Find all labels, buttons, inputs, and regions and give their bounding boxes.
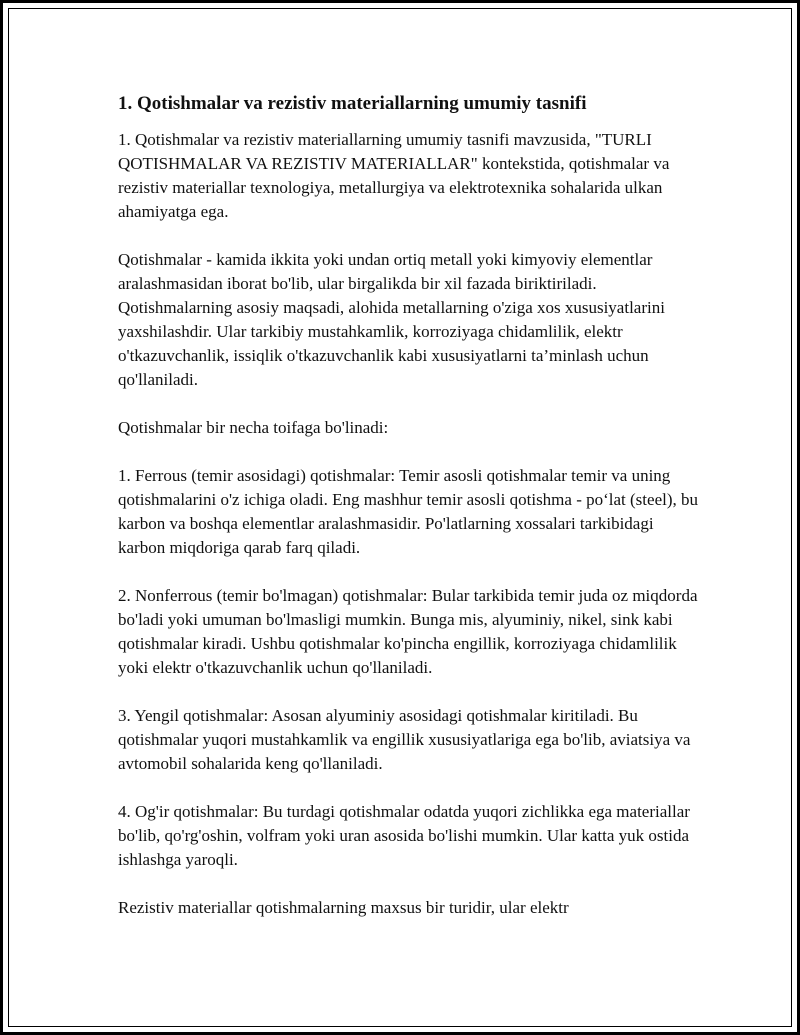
paragraph-categories-intro: Qotishmalar bir necha toifaga bo'linadi: bbox=[118, 418, 389, 437]
document-body bbox=[118, 92, 698, 944]
document-title: 1. Qotishmalar va rezistiv materiallarning umumiy tasnifi bbox=[118, 93, 587, 114]
paragraph-intro: 1. Qotishmalar va rezistiv materiallarning umumiy tasnifi mavzusida, "TURLI QOTISHMALAR VA REZISTIV MATERIALLAR" kontekstida, qotishmalar va rezistiv materiallar texnologiya, metallurgiya va elektrotexnika sohalarida ulkan ahamiyatga ega. bbox=[118, 130, 670, 221]
paragraph-resistive: Rezistiv materiallar qotishmalarning maxsus bir turidir, ular elektr bbox=[118, 898, 569, 917]
paragraph-light-alloys: 3. Yengil qotishmalar: Asosan alyuminiy asosidagi qotishmalar kiritiladi. Bu qotishmalar yuqori mustahkamlik va engillik xususiyatlariga ega bo'lib, aviatsiya va avtomobil sohalarida keng qo'llaniladi. bbox=[118, 706, 691, 773]
paragraph-ferrous: 1. Ferrous (temir asosidagi) qotishmalar: Temir asosli qotishmalar temir va uning qotishmalarini o'z ichiga oladi. Eng mashhur temir asosli qotishma - po‘lat (steel), bu karbon va boshqa elementlar aralashmasidir. Po'latlarning xossalari tarkibidagi karbon miqdoriga qarab farq qiladi. bbox=[118, 466, 698, 557]
paragraph-nonferrous: 2. Nonferrous (temir bo'lmagan) qotishmalar: Bular tarkibida temir juda oz miqdorda bo'ladi yoki umuman bo'lmasligi mumkin. Bunga mis, alyuminiy, nikel, sink kabi qotishmalar kiradi. Ushbu qotishmalar ko'pincha engillik, korroziyaga chidamlilik yoki elektr o'tkazuvchanlik uchun qo'llaniladi. bbox=[118, 586, 698, 677]
paragraph-heavy-alloys: 4. Og'ir qotishmalar: Bu turdagi qotishmalar odatda yuqori zichlikka ega materiallar bo'lib, qo'rg'oshin, volfram yoki uran asosida bo'lishi mumkin. Ular katta yuk ostida ishlashga yaroqli. bbox=[118, 802, 690, 869]
paragraph-alloys-definition: Qotishmalar - kamida ikkita yoki undan ortiq metall yoki kimyoviy elementlar aralashmasidan iborat bo'lib, ular birgalikda bir xil fazada biriktiriladi. Qotishmalarning asosiy maqsadi, alohida metallarning o'ziga xos xususiyatlarini yaxshilashdir. Ular tarkibiy mustahkamlik, korroziyaga chidamlilik, elektr o'tkazuvchanlik, issiqlik o'tkazuvchanlik kabi xususiyatlarni ta’minlash uchun qo'llaniladi. bbox=[118, 250, 665, 389]
